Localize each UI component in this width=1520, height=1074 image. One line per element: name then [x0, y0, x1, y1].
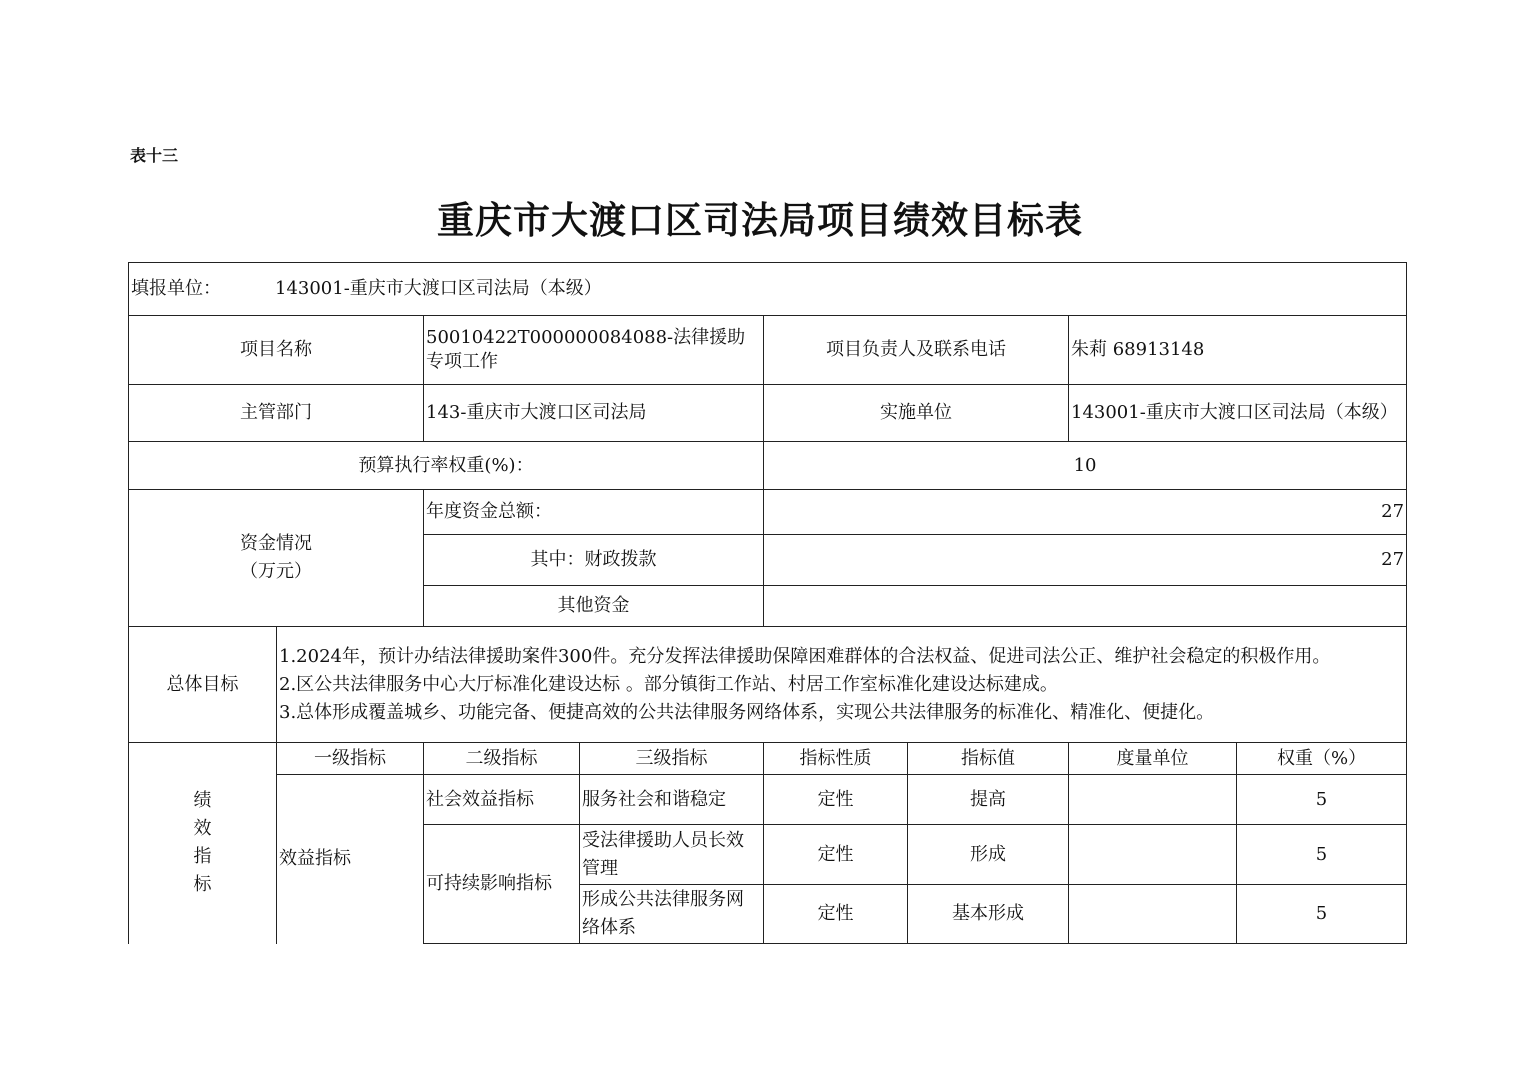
header-value: 指标值 [908, 743, 1069, 775]
nature-cell: 定性 [764, 775, 908, 825]
header-nature: 指标性质 [764, 743, 908, 775]
other-funds-value [764, 586, 1407, 627]
sustain-level2-cell: 可持续影响指标 [424, 825, 580, 944]
budget-weight-row [129, 442, 1407, 490]
nature-cell: 定性 [764, 825, 908, 885]
value-cell: 形成 [908, 825, 1069, 885]
weight-cell: 5 [1237, 885, 1407, 944]
social-level2-cell: 社会效益指标 [424, 775, 580, 825]
project-manager-value: 朱莉 68913148 [1069, 316, 1407, 385]
unit-cell [1069, 775, 1237, 825]
project-name-label: 项目名称 [129, 316, 424, 385]
funds-label: 资金情况 [240, 533, 312, 554]
level3-cell: 服务社会和谐稳定 [580, 775, 764, 825]
department-label: 主管部门 [129, 385, 424, 442]
indicators-label-char-4: 标 [193, 874, 212, 896]
level3-cell: 形成公共法律服务网络体系 [580, 885, 764, 944]
funds-label-cell [129, 490, 424, 627]
performance-target-table [128, 262, 1407, 944]
table-row [129, 775, 1407, 825]
indicators-label-cell [129, 743, 277, 944]
fill-unit-row [129, 263, 1407, 316]
value-cell: 基本形成 [908, 885, 1069, 944]
implementer-label: 实施单位 [764, 385, 1069, 442]
implementer-value: 143001-重庆市大渡口区司法局（本级） [1069, 385, 1407, 442]
project-name-value: 50010422T000000084088-法律援助专项工作 [424, 316, 764, 385]
header-level2: 二级指标 [424, 743, 580, 775]
indicators-label-char-3: 指 [193, 846, 212, 868]
overall-goal-row [129, 627, 1407, 743]
fiscal-value: 27 [764, 535, 1407, 586]
unit-cell [1069, 825, 1237, 885]
value-cell: 提高 [908, 775, 1069, 825]
department-row [129, 385, 1407, 442]
funds-total-row [129, 490, 1407, 535]
project-name-row [129, 316, 1407, 385]
overall-goal-content [277, 627, 1407, 743]
nature-cell: 定性 [764, 885, 908, 944]
header-level3: 三级指标 [580, 743, 764, 775]
overall-goal-line-2: 2.区公共法律服务中心大厅标准化建设达标 。部分镇街工作站、村居工作室标准化建设达标建成。 [279, 673, 1058, 695]
funds-unit: （万元） [240, 561, 312, 582]
indicators-label-char-1: 绩 [193, 790, 212, 812]
level3-cell: 受法律援助人员长效管理 [580, 825, 764, 885]
department-value: 143-重庆市大渡口区司法局 [424, 385, 764, 442]
page-title: 重庆市大渡口区司法局项目绩效目标表 [437, 198, 1083, 242]
indicator-header-row [129, 743, 1407, 775]
header-level1: 一级指标 [277, 743, 424, 775]
budget-weight-label: 预算执行率权重(%)： [129, 442, 764, 490]
header-unit: 度量单位 [1069, 743, 1237, 775]
indicators-label-char-2: 效 [193, 818, 212, 840]
header-weight: 权重（%） [1237, 743, 1407, 775]
overall-goal-line-1: 1.2024年，预计办结法律援助案件300件。充分发挥法律援助保障困难群体的合法权益、促进司法公正、维护社会稳定的积极作用。 [279, 645, 1331, 667]
project-manager-label: 项目负责人及联系电话 [764, 316, 1069, 385]
level1-cell: 效益指标 [277, 775, 424, 944]
other-funds-label: 其他资金 [424, 586, 764, 627]
fill-unit-cell [129, 263, 1407, 316]
weight-cell: 5 [1237, 775, 1407, 825]
table-caption: 表十三 [130, 146, 179, 165]
overall-goal-label: 总体目标 [129, 627, 277, 743]
weight-cell: 5 [1237, 825, 1407, 885]
fiscal-label: 其中：财政拨款 [424, 535, 764, 586]
fill-unit-label: 填报单位： [131, 278, 221, 299]
fill-unit-value: 143001-重庆市大渡口区司法局（本级） [275, 278, 602, 299]
unit-cell [1069, 885, 1237, 944]
annual-total-label: 年度资金总额： [424, 490, 764, 535]
overall-goal-line-3: 3.总体形成覆盖城乡、功能完备、便捷高效的公共法律服务网络体系，实现公共法律服务的标准化、精准化、便捷化。 [279, 701, 1215, 723]
annual-total-value: 27 [764, 490, 1407, 535]
budget-weight-value: 10 [764, 442, 1407, 490]
